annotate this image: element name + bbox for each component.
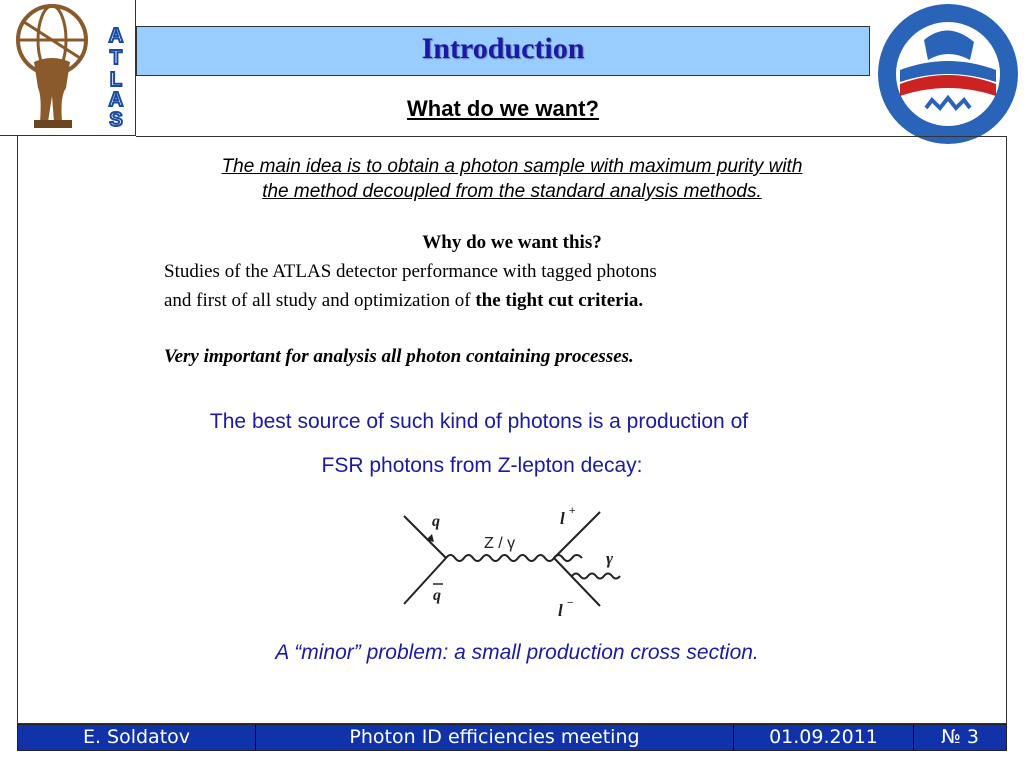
feynman-diagram	[396, 500, 646, 625]
important-note: Very important for analysis all photon containing processes.	[164, 346, 634, 367]
svg-text:A: A	[108, 25, 124, 47]
svg-text:T: T	[109, 47, 123, 69]
lepton-plus-label: l	[560, 509, 565, 528]
slide-title: Introduction	[421, 32, 585, 65]
studies-line-1: Studies of the ATLAS detector performance with tagged photons	[164, 261, 657, 282]
why-heading: Why do we want this?	[422, 232, 602, 253]
lepton-minus-label: l	[558, 601, 563, 620]
svg-text:S: S	[109, 109, 123, 131]
mephi-logo-box	[870, 0, 1024, 146]
minor-problem-note: A “minor” problem: a small production cross section.	[275, 641, 759, 664]
lepton-plus-sup: +	[569, 505, 576, 517]
quark-label: q	[432, 513, 440, 530]
tight-cut-criteria: the tight cut criteria.	[475, 290, 644, 311]
footer-page-number: № 3	[941, 726, 979, 748]
boson-propagator	[446, 555, 582, 561]
atlas-logo-box	[0, 0, 136, 136]
photon-label: γ	[606, 549, 614, 568]
footer-author: E. Soldatov	[18, 725, 256, 750]
lepton-minus-line	[554, 558, 600, 606]
footer-meeting: Photon ID efficiencies meeting	[256, 725, 734, 750]
fsr-photon-line	[572, 574, 620, 579]
main-idea-line-2: the method decoupled from the standard analysis methods.	[262, 181, 762, 202]
studies-line-2	[164, 290, 643, 312]
boson-label: Z / γ	[484, 535, 516, 552]
studies-line-2-prefix: and first of all study and optimization of	[164, 290, 476, 311]
lepton-minus-sup: −	[567, 597, 574, 609]
svg-text:A: A	[108, 89, 124, 111]
antiquark-label: q	[433, 587, 441, 604]
footer-date: 01.09.2011	[734, 725, 914, 750]
slide-footer	[17, 724, 1007, 751]
main-idea-line-1: The main idea is to obtain a photon sample with maximum purity with	[221, 156, 803, 177]
svg-text:L: L	[109, 69, 123, 91]
slide-subtitle: What do we want?	[407, 96, 599, 121]
mephi-seal-icon	[870, 0, 1024, 146]
atlas-logo-icon	[0, 0, 136, 136]
best-source-line-1: The best source of such kind of photons is a production of	[209, 410, 749, 433]
best-source-line-2: FSR photons from Z-lepton decay:	[321, 454, 643, 477]
